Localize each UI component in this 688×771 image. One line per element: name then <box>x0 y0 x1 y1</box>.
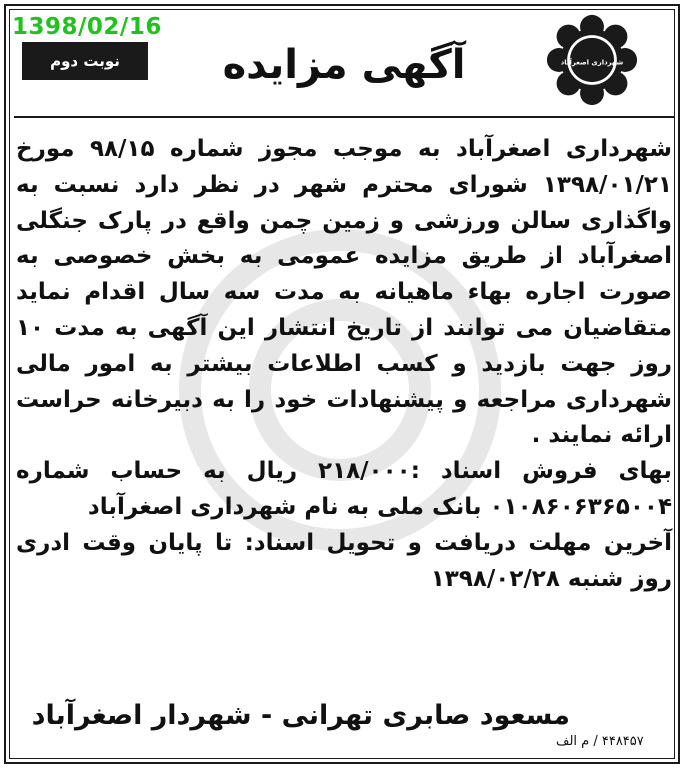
publish-date: 1398/02/16 <box>12 14 162 40</box>
municipality-emblem-icon <box>546 14 638 106</box>
notice-paragraph-main: شهرداری اصغرآباد به موجب مجوز شماره ۹۸/۱۵ مورخ ۱۳۹۸/۰۱/۲۱ شورای محترم شهر در نظر دارد نسبت به واگذاری سالن ورزشی و زمین چمن واقع در پارک جنگلی اصغرآباد از طریق مزایده عمومی به بخش خصوصی به صورت اجاره بهاء ماهیانه به مدت سه سال اقدام نماید متقاضیان می توانند از تاریخ انتشار این آگهی به مدت ۱۰ روز جهت بازدید و کسب اطلاعات بیشتر به امور مالی شهرداری مراجعه و پیشنهادات خود را به دبیرخانه حراست ارائه نمایند . <box>16 136 672 449</box>
emblem-text: شهرداری اصغرآباد <box>560 58 624 67</box>
header-divider <box>14 116 674 118</box>
notice-paragraph-deadline: آخرین مهلت دریافت و تحویل اسناد: تا پایان وقت ادری روز شنبه ۱۳۹۸/۰۲/۲۸ <box>16 529 672 592</box>
notice-paragraph-fee: بهای فروش اسناد :۲۱۸/۰۰۰ ریال به حساب شماره ۰۱۰۸۶۰۶۳۶۵۰۰۴ بانک ملی به نام شهرداری اصغرآباد <box>16 458 672 520</box>
round-badge: نوبت دوم <box>22 42 148 80</box>
notice-title: آگهی مزایده <box>222 42 466 88</box>
signer-name: مسعود صابری تهرانی - شهردار اصغرآباد <box>31 700 570 731</box>
notice-body <box>16 132 672 597</box>
ad-code: ۴۴۸۴۵۷ / م الف <box>556 734 644 749</box>
